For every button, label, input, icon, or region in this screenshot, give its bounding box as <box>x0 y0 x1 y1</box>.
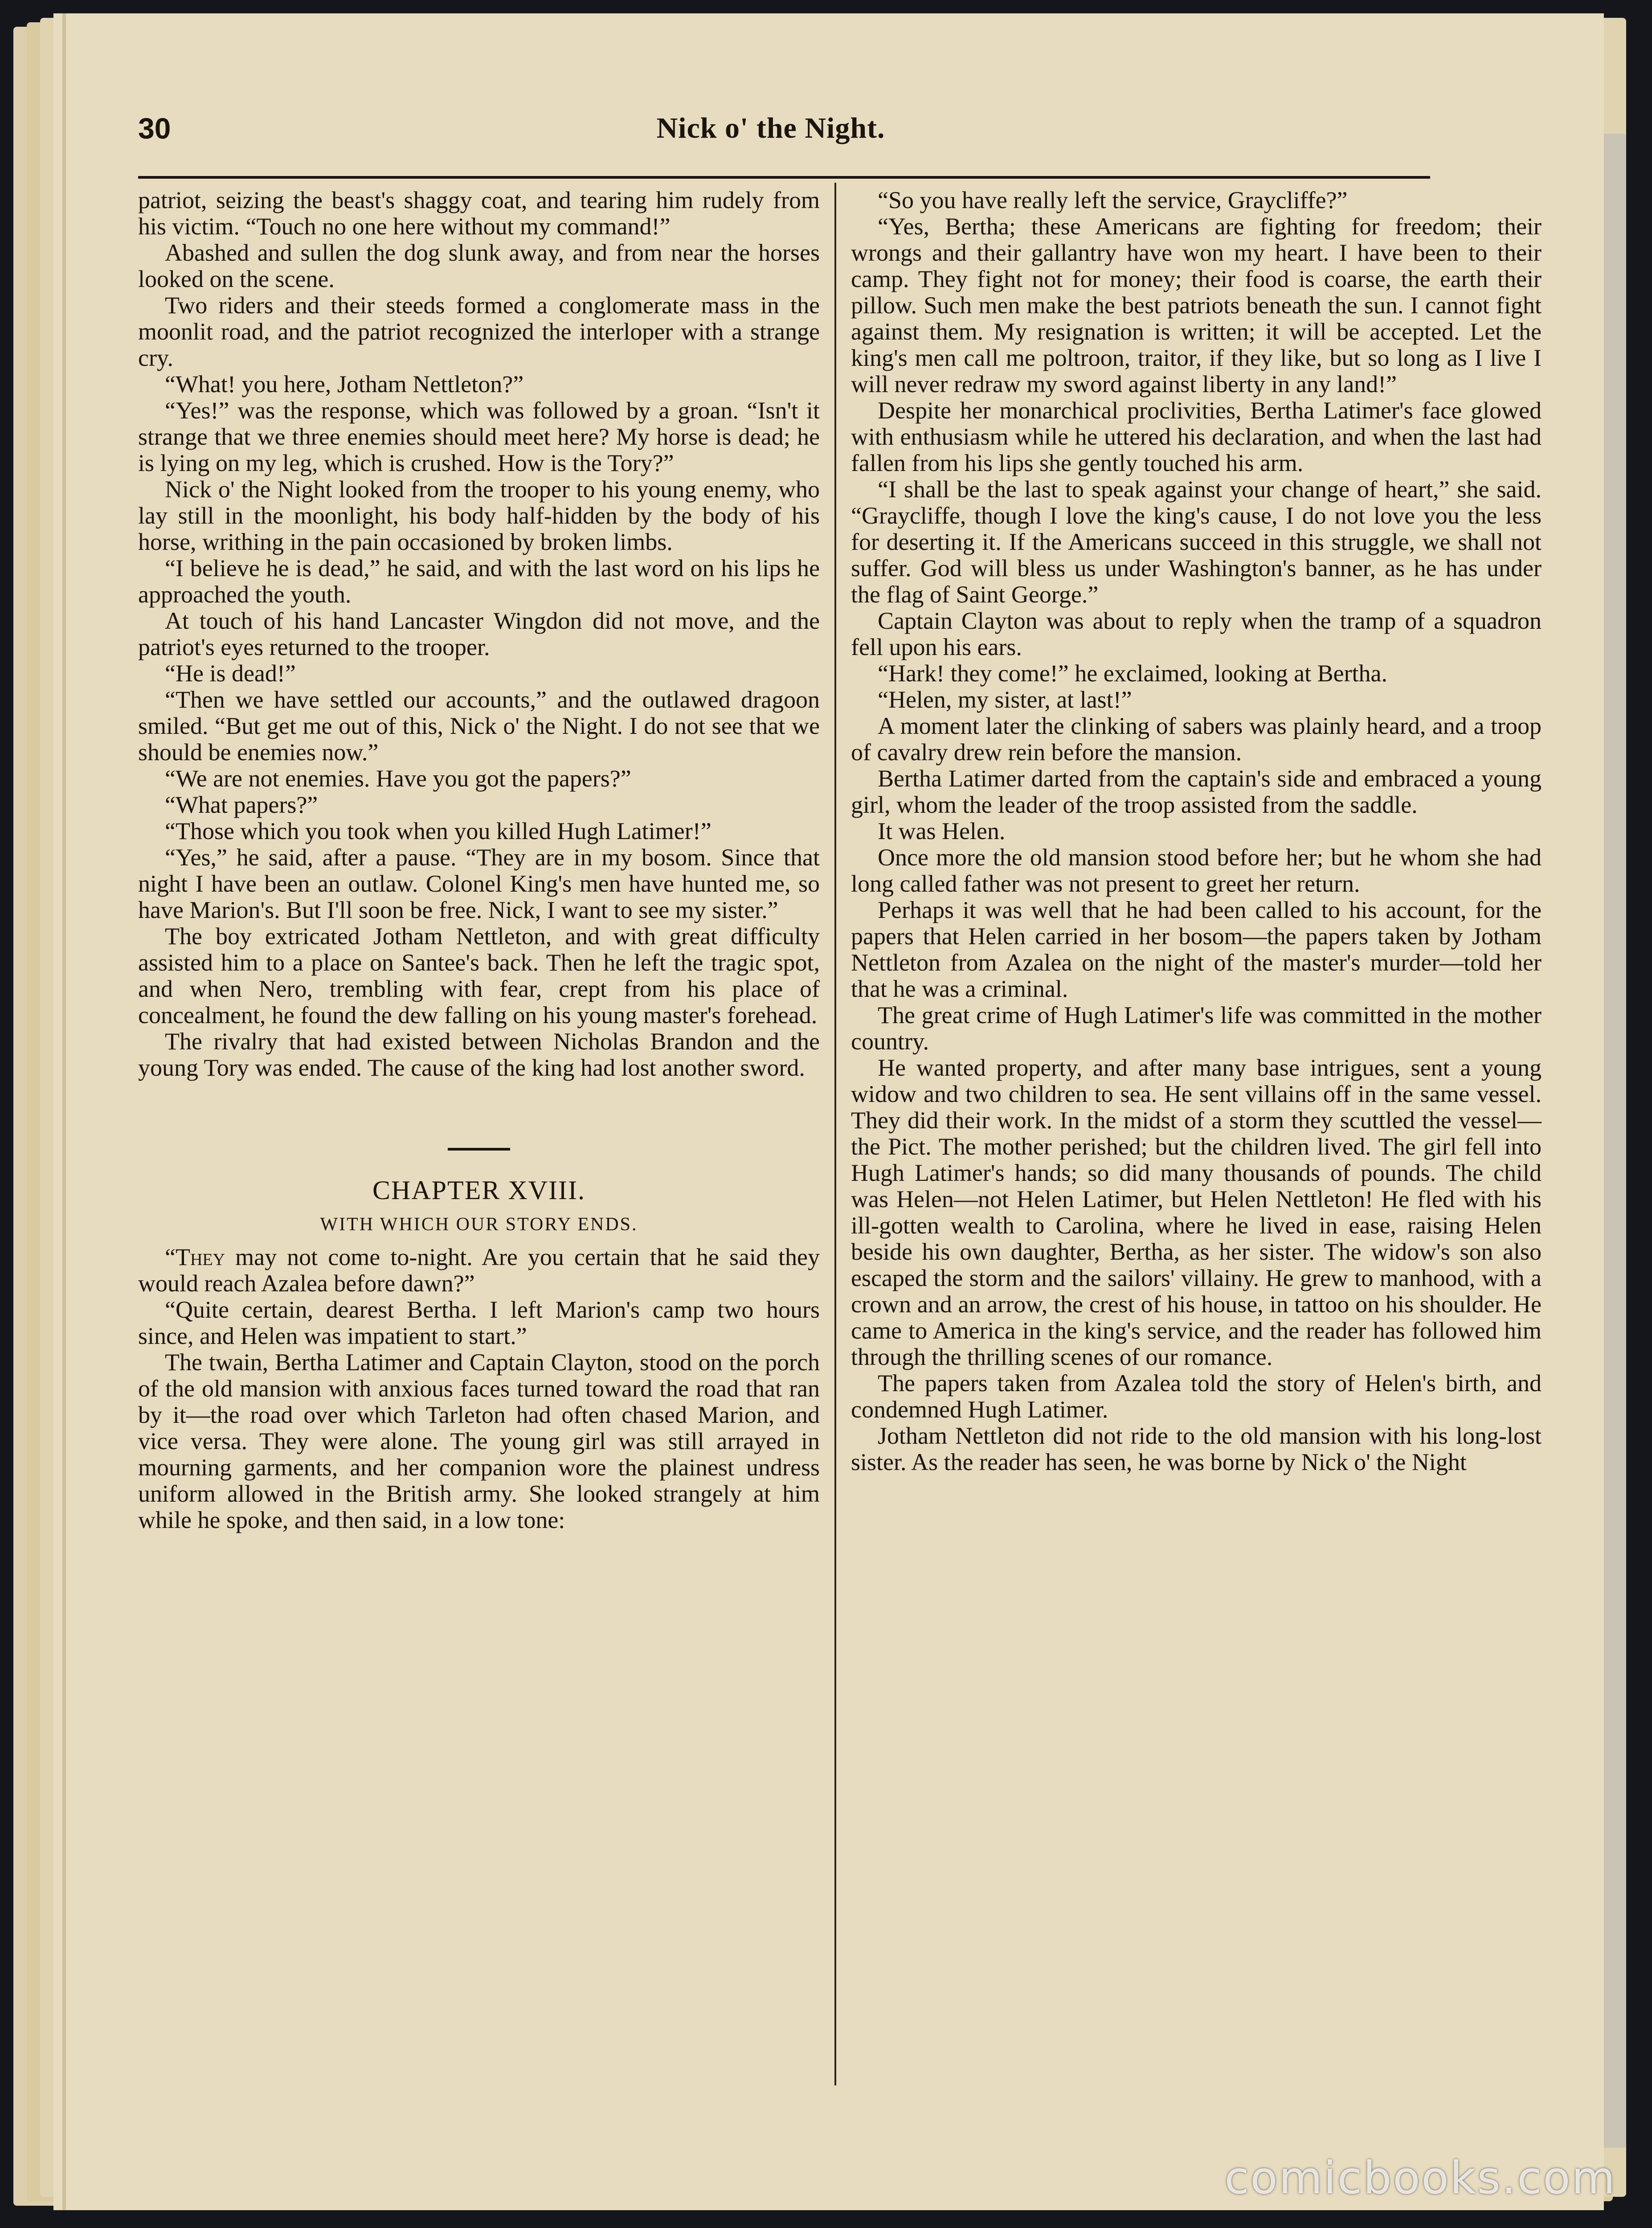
paragraph: Nick o' the Night looked from the trooper to his young enemy, who lay still in the moonlight, his body half-hidden by the body of his horse, writhing in the pain occasioned by broken limbs. <box>138 476 820 555</box>
paragraph: “He is dead!” <box>165 660 296 687</box>
lead-word: “They <box>165 1244 225 1270</box>
page-number: 30 <box>138 112 171 145</box>
paragraph: He wanted property, and after many base intrigues, sent a young widow and two children to sea. He sent villains off in the same vessel. They did their work. In the midst of a storm they scuttled the vessel—the Pict. The mother perished; but the children lived. The girl fell into Hugh Latimer's hands; so did many thousands of pounds. The child was Helen—not Helen Latimer, but Helen Nettleton! He fled with his ill-gotten wealth to Carolina, where he lived in ease, raising Helen beside his own daughter, Bertha, as her sister. The widow's son also escaped the storm and the sailors' villainy. He grew to manhood, with a crown and an arrow, the crest of his house, in tattoo on his shoulder. He came to America in the king's service, and the reader has followed him through the thrilling scenes of our romance. <box>851 1054 1542 1370</box>
chapter-lead-paragraph <box>138 1244 820 1297</box>
paragraph: Once more the old mansion stood before her; but he whom she had long called father was not present to greet her return. <box>851 844 1542 897</box>
paragraph: The papers taken from Azalea told the story of Helen's birth, and condemned Hugh Latimer. <box>851 1370 1542 1423</box>
paragraph: “I shall be the last to speak against your change of heart,” she said. “Graycliffe, though I love the king's cause, I do not love you the less for deserting it. If the Americans succeed in this struggle, we shall not suffer. God will bless us under Washington's banner, as he has under the flag of Saint George.” <box>851 476 1542 608</box>
paragraph: Despite her monarchical proclivities, Bertha Latimer's face glowed with enthusiasm while he uttered his declaration, and when the last had fallen from his lips she gently touched his arm. <box>851 397 1542 476</box>
paragraph: “We are not enemies. Have you got the papers?” <box>165 765 631 792</box>
left-column <box>138 187 820 1533</box>
paragraph: “Those which you took when you killed Hugh Latimer!” <box>165 818 712 844</box>
paragraph: “Hark! they come!” he exclaimed, looking at Bertha. <box>878 660 1388 687</box>
watermark: comicbooks.com <box>1224 2152 1616 2204</box>
paragraph: The boy extricated Jotham Nettleton, and with great difficulty assisted him to a place on Santee's back. Then he left the tragic spot, and when Nero, trembling with fear, crept from his place of concealment, he found the dew falling on his young master's forehead. <box>138 923 820 1028</box>
running-title: Nick o' the Night. <box>656 112 885 144</box>
paragraph: “Then we have settled our accounts,” and the outlawed dragoon smiled. “But get me out of this, Nick o' the Night. I do not see that we should be enemies now.” <box>138 686 820 766</box>
paragraph: Perhaps it was well that he had been called to his account, for the papers that Helen carried in her bosom—the papers taken by Jotham Nettleton from Azalea on the night of the master's murder—told her that he was a criminal. <box>851 897 1542 1002</box>
paragraph: patriot, seizing the beast's shaggy coat, and tearing him rudely from his victim. “Touch no one here without my command!” <box>138 187 820 240</box>
column-divider <box>834 183 836 2085</box>
paragraph: The great crime of Hugh Latimer's life was committed in the mother country. <box>851 1002 1542 1055</box>
paragraph: “Yes,” he said, after a pause. “They are in my bosom. Since that night I have been an outlaw. Colonel King's men have hunted me, so have Marion's. But I'll soon be free. Nick, I want to see my sister.” <box>138 844 820 923</box>
paragraph: “Yes!” was the response, which was followed by a groan. “Isn't it strange that we three enemies should meet here? My horse is dead; he is lying on my leg, which is crushed. How is the Tory?” <box>138 397 820 476</box>
chapter-subtitle: WITH WHICH OUR STORY ENDS. <box>320 1214 638 1235</box>
paragraph: “Yes, Bertha; these Americans are fighting for freedom; their wrongs and their gallantry have won my heart. I have been to their camp. They fight not for money; their food is coarse, the earth their pillow. Such men make the best patriots beneath the sun. I cannot fight against them. My resignation is written; it will be accepted. Let the king's men call me poltroon, traitor, if they like, but so long as I live I will never redraw my sword against liberty in any land!” <box>851 213 1542 397</box>
paragraph: Two riders and their steeds formed a conglomerate mass in the moonlit road, and the patriot recognized the interloper with a strange cry. <box>138 292 820 371</box>
paragraph: Bertha Latimer darted from the captain's side and embraced a young girl, whom the leader of the troop assisted from the saddle. <box>851 765 1542 818</box>
paragraph: At touch of his hand Lancaster Wingdon did not move, and the patriot's eyes returned to the trooper. <box>138 607 820 660</box>
paragraph: Jotham Nettleton did not ride to the old mansion with his long-lost sister. As the reader has seen, he was borne by Nick o' the Night <box>851 1422 1542 1475</box>
paragraph: A moment later the clinking of sabers was plainly heard, and a troop of cavalry drew rein before the mansion. <box>851 713 1542 766</box>
header-rule <box>138 176 1430 179</box>
paragraph: “So you have really left the service, Graycliffe?” <box>878 187 1348 213</box>
paragraph: “I believe he is dead,” he said, and with the last word on his lips he approached the youth. <box>138 555 820 608</box>
page-fold <box>62 13 66 2210</box>
paragraph: Abashed and sullen the dog slunk away, and from near the horses looked on the scene. <box>138 239 820 292</box>
paragraph: “Helen, my sister, at last!” <box>878 686 1132 713</box>
paragraph: It was Helen. <box>878 818 1006 844</box>
paragraph: The twain, Bertha Latimer and Captain Clayton, stood on the porch of the old mansion with anxious faces turned toward the road that ran by it—the road over which Tarleton had often chased Marion, and vice versa. They were alone. The young girl was still arrayed in mourning garments, and her companion wore the plainest undress uniform allowed in the British army. She looked strangely at him while he spoke, and then said, in a low tone: <box>138 1349 820 1533</box>
page-header <box>138 107 1403 174</box>
paragraph: “What! you here, Jotham Nettleton?” <box>165 371 524 397</box>
right-column <box>851 187 1542 1475</box>
paragraph: “What papers?” <box>165 791 318 818</box>
section-ornament-rule <box>448 1148 510 1151</box>
paragraph: Captain Clayton was about to reply when the tramp of a squadron fell upon his ears. <box>851 607 1542 660</box>
lead-text: may not come to-night. Are you certain that he said they would reach Azalea before dawn?” <box>138 1244 820 1297</box>
paragraph: “Quite certain, dearest Bertha. I left Marion's camp two hours since, and Helen was impatient to start.” <box>138 1296 820 1349</box>
chapter-title: CHAPTER XVIII. <box>372 1175 585 1205</box>
paragraph: The rivalry that had existed between Nicholas Brandon and the young Tory was ended. The cause of the king had lost another sword. <box>138 1028 820 1081</box>
